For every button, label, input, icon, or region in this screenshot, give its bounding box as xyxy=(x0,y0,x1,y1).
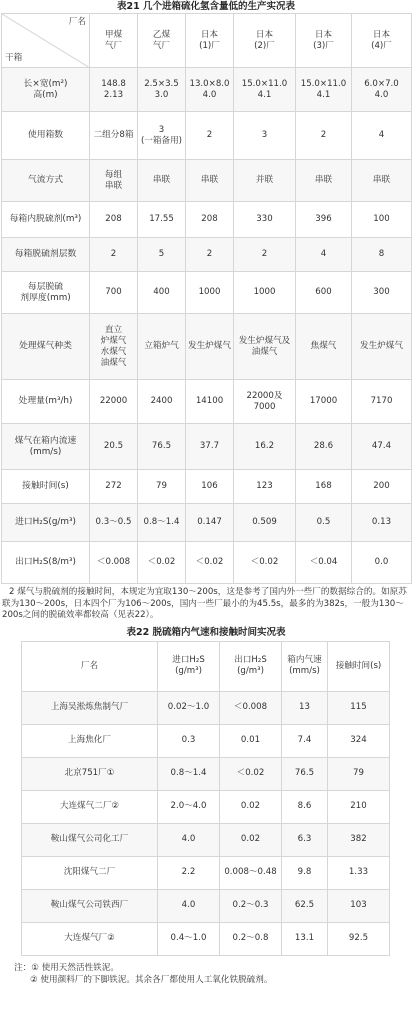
table-cell: 鞍山煤气公司化工厂 xyxy=(22,823,158,856)
table-cell: 1000 xyxy=(234,272,296,314)
table-cell: 5 xyxy=(138,238,186,272)
plant-header-5: 日本 (3)厂 xyxy=(296,14,352,68)
table-cell: 7.4 xyxy=(282,724,328,757)
table-21 xyxy=(1,13,412,584)
table-cell: 210 xyxy=(328,790,390,823)
table-cell: 0.02 xyxy=(220,823,282,856)
table-cell: 382 xyxy=(328,823,390,856)
table-cell: 8.6 xyxy=(282,790,328,823)
table22-row xyxy=(22,691,390,724)
row-label: 接触时间(s) xyxy=(2,470,90,504)
table-cell: 7170 xyxy=(352,380,412,424)
table-cell: 0.3 xyxy=(158,724,220,757)
table2-title: 表22 脱硫箱内气速和接触时间实况表 xyxy=(126,626,286,638)
table-cell: 22000及 7000 xyxy=(234,380,296,424)
table-cell: 0.2～0.8 xyxy=(220,922,282,955)
plant-header-6: 日本 (4)厂 xyxy=(352,14,412,68)
table-cell: 13 xyxy=(282,691,328,724)
plant-header-2: 乙煤 气厂 xyxy=(138,14,186,68)
table22-row xyxy=(22,823,390,856)
table22-row xyxy=(22,889,390,922)
row-label: 出口H₂S(8/m³) xyxy=(2,542,90,584)
table21-row xyxy=(2,68,412,112)
footnote-2: ② 使用颜料厂的下脚铁泥。其余各厂都使用人工氧化铁脱硫剂。 xyxy=(30,974,273,985)
table-cell: 20.5 xyxy=(90,424,138,470)
table-cell: 0.02～1.0 xyxy=(158,691,220,724)
column-header: 出口H₂S (g/m³) xyxy=(220,641,282,691)
table-cell: 106 xyxy=(186,470,234,504)
row-label: 每箱内脱硫剂(m³) xyxy=(2,202,90,238)
table-cell: 每组 串联 xyxy=(90,160,138,202)
table-cell: 13.0×8.0 4.0 xyxy=(186,68,234,112)
table-cell: 0.008～0.48 xyxy=(220,856,282,889)
table-cell: 76.5 xyxy=(138,424,186,470)
table-cell: 0.147 xyxy=(186,504,234,542)
table-cell: 22000 xyxy=(90,380,138,424)
table21-row xyxy=(2,424,412,470)
table-cell: 8 xyxy=(352,238,412,272)
table-cell: 6.0×7.0 4.0 xyxy=(352,68,412,112)
table-cell: 2.5×3.5 3.0 xyxy=(138,68,186,112)
table-cell: 396 xyxy=(296,202,352,238)
table-cell: ＜0.008 xyxy=(90,542,138,584)
table21-row xyxy=(2,504,412,542)
table-cell: 0.5 xyxy=(296,504,352,542)
table22-row xyxy=(22,922,390,955)
table21-row xyxy=(2,272,412,314)
table-cell: 200 xyxy=(352,470,412,504)
table-cell: 立箱炉气 xyxy=(138,314,186,380)
table-cell: 3 xyxy=(234,112,296,160)
table-cell: 二组分8箱 xyxy=(90,112,138,160)
row-label: 气流方式 xyxy=(2,160,90,202)
table-cell: 焦煤气 xyxy=(296,314,352,380)
table-cell: 3 (一箱备用) xyxy=(138,112,186,160)
table21-row xyxy=(2,238,412,272)
table-cell: 700 xyxy=(90,272,138,314)
table-cell: 47.4 xyxy=(352,424,412,470)
table21-row xyxy=(2,542,412,584)
table-cell: 并联 xyxy=(234,160,296,202)
table1-title: 表21 几个进箱硫化氢含量低的生产实况表 xyxy=(116,1,296,12)
table21-row xyxy=(2,112,412,160)
table-cell: 28.6 xyxy=(296,424,352,470)
table-cell: 4.0 xyxy=(158,889,220,922)
table-cell: 0.8～1.4 xyxy=(158,757,220,790)
table-cell: 14100 xyxy=(186,380,234,424)
table-cell: 0.8～1.4 xyxy=(138,504,186,542)
plant-header-3: 日本 (1)厂 xyxy=(186,14,234,68)
table-cell: 串联 xyxy=(186,160,234,202)
table-cell: 79 xyxy=(328,757,390,790)
table-cell: 发生炉煤气 xyxy=(352,314,412,380)
table-cell: 上海吴淞炼焦制气厂 xyxy=(22,691,158,724)
table-cell: 4 xyxy=(296,238,352,272)
table-cell: 600 xyxy=(296,272,352,314)
column-header: 箱内气速 (mm/s) xyxy=(282,641,328,691)
row-label: 处理煤气种类 xyxy=(2,314,90,380)
table-cell: 大连煤气二厂② xyxy=(22,790,158,823)
table-cell: 17000 xyxy=(296,380,352,424)
table-cell: 1000 xyxy=(186,272,234,314)
table-cell: 0.509 xyxy=(234,504,296,542)
table-cell: 上海焦化厂 xyxy=(22,724,158,757)
table-cell: 2.0～4.0 xyxy=(158,790,220,823)
table-cell: 115 xyxy=(328,691,390,724)
table21-corner-cell xyxy=(2,14,90,68)
table-cell: 4 xyxy=(352,112,412,160)
row-label: 使用箱数 xyxy=(2,112,90,160)
table21-row xyxy=(2,202,412,238)
table-cell: 17.55 xyxy=(138,202,186,238)
table22-row xyxy=(22,724,390,757)
table-cell: ＜0.008 xyxy=(220,691,282,724)
table-cell: 直立 炉煤气 水煤气 油煤气 xyxy=(90,314,138,380)
table-cell: 148.8 2.13 xyxy=(90,68,138,112)
table21-row xyxy=(2,160,412,202)
table21-row xyxy=(2,380,412,424)
table-cell: 发生炉煤气 xyxy=(186,314,234,380)
table-cell: 300 xyxy=(352,272,412,314)
table-cell: 37.7 xyxy=(186,424,234,470)
table-cell: 100 xyxy=(352,202,412,238)
table-cell: 16.2 xyxy=(234,424,296,470)
table-cell: 15.0×11.0 4.1 xyxy=(296,68,352,112)
row-label: 进口H₂S(g/m³) xyxy=(2,504,90,542)
table22-header-row xyxy=(22,641,390,691)
footnotes xyxy=(14,962,412,986)
table-cell: 123 xyxy=(234,470,296,504)
table-cell: 北京751厂① xyxy=(22,757,158,790)
footnote-1: 注：① 使用天然活性铁泥。 xyxy=(14,962,119,973)
table-cell: 发生炉煤气及 油煤气 xyxy=(234,314,296,380)
table-cell: 13.1 xyxy=(282,922,328,955)
corner-plant-label: 厂名 xyxy=(68,17,86,27)
row-label: 每箱脱硫剂层数 xyxy=(2,238,90,272)
table-cell: 鞍山煤气公司铁西厂 xyxy=(22,889,158,922)
table-cell: 324 xyxy=(328,724,390,757)
column-header: 厂名 xyxy=(22,641,158,691)
plant-header-4: 日本 (2)厂 xyxy=(234,14,296,68)
table-cell: ＜0.02 xyxy=(220,757,282,790)
table21-header-row xyxy=(2,14,412,68)
table22-row xyxy=(22,790,390,823)
table-cell: 103 xyxy=(328,889,390,922)
table-cell: ＜0.02 xyxy=(234,542,296,584)
table-cell: 4.0 xyxy=(158,823,220,856)
column-header: 进口H₂S (g/m³) xyxy=(158,641,220,691)
table-cell: 15.0×11.0 4.1 xyxy=(234,68,296,112)
table-cell: 0.02 xyxy=(220,790,282,823)
column-header: 接触时间(s) xyxy=(328,641,390,691)
table-cell: 2 xyxy=(90,238,138,272)
table-cell: ＜0.04 xyxy=(296,542,352,584)
table-cell: 6.3 xyxy=(282,823,328,856)
table22-row xyxy=(22,757,390,790)
table-cell: 1.33 xyxy=(328,856,390,889)
body-paragraph: 2 煤气与脱硫剂的接触时间，本规定为宜取130～200s，这是参考了国内外一些厂的数据综合的。如原苏联为130～200s，日本四个厂为106～200s，国内一些厂最小的为45.5s，最多的为382s，一般为130～200s之间的脱硫效率都较高（见表22）。 xyxy=(2,587,407,620)
table-cell: 92.5 xyxy=(328,922,390,955)
table-cell: 2400 xyxy=(138,380,186,424)
corner-box-label: 干箱 xyxy=(5,53,23,63)
table-cell: ＜0.02 xyxy=(186,542,234,584)
table21-row xyxy=(2,470,412,504)
table-cell: 62.5 xyxy=(282,889,328,922)
table-cell: 76.5 xyxy=(282,757,328,790)
row-label: 煤气在箱内流速 (mm/s) xyxy=(2,424,90,470)
table-cell: 168 xyxy=(296,470,352,504)
table22-row xyxy=(22,856,390,889)
table-cell: 79 xyxy=(138,470,186,504)
table-cell: 沈阳煤气二厂 xyxy=(22,856,158,889)
table-cell: 330 xyxy=(234,202,296,238)
table-cell: 2 xyxy=(186,112,234,160)
row-label: 每层脱硫 剂厚度(mm) xyxy=(2,272,90,314)
table-cell: 0.2～0.3 xyxy=(220,889,282,922)
table-cell: 9.8 xyxy=(282,856,328,889)
table-cell: 400 xyxy=(138,272,186,314)
table-cell: 272 xyxy=(90,470,138,504)
table-22 xyxy=(21,641,390,956)
table-cell: 串联 xyxy=(138,160,186,202)
row-label: 处理量(m³/h) xyxy=(2,380,90,424)
table-cell: 2 xyxy=(234,238,296,272)
table-cell: 串联 xyxy=(352,160,412,202)
table-cell: 0.4～1.0 xyxy=(158,922,220,955)
plant-header-1: 甲煤 气厂 xyxy=(90,14,138,68)
table-cell: 2 xyxy=(296,112,352,160)
table-cell: ＜0.02 xyxy=(138,542,186,584)
table-cell: 0.0 xyxy=(352,542,412,584)
table-cell: 208 xyxy=(90,202,138,238)
table-cell: 208 xyxy=(186,202,234,238)
table-cell: 0.13 xyxy=(352,504,412,542)
table-cell: 2 xyxy=(186,238,234,272)
table21-row xyxy=(2,314,412,380)
table-cell: 串联 xyxy=(296,160,352,202)
table-cell: 0.3～0.5 xyxy=(90,504,138,542)
row-label: 长×宽(m²) 高(m) xyxy=(2,68,90,112)
table-cell: 大连煤气厂② xyxy=(22,922,158,955)
table-cell: 0.01 xyxy=(220,724,282,757)
table-cell: 2.2 xyxy=(158,856,220,889)
